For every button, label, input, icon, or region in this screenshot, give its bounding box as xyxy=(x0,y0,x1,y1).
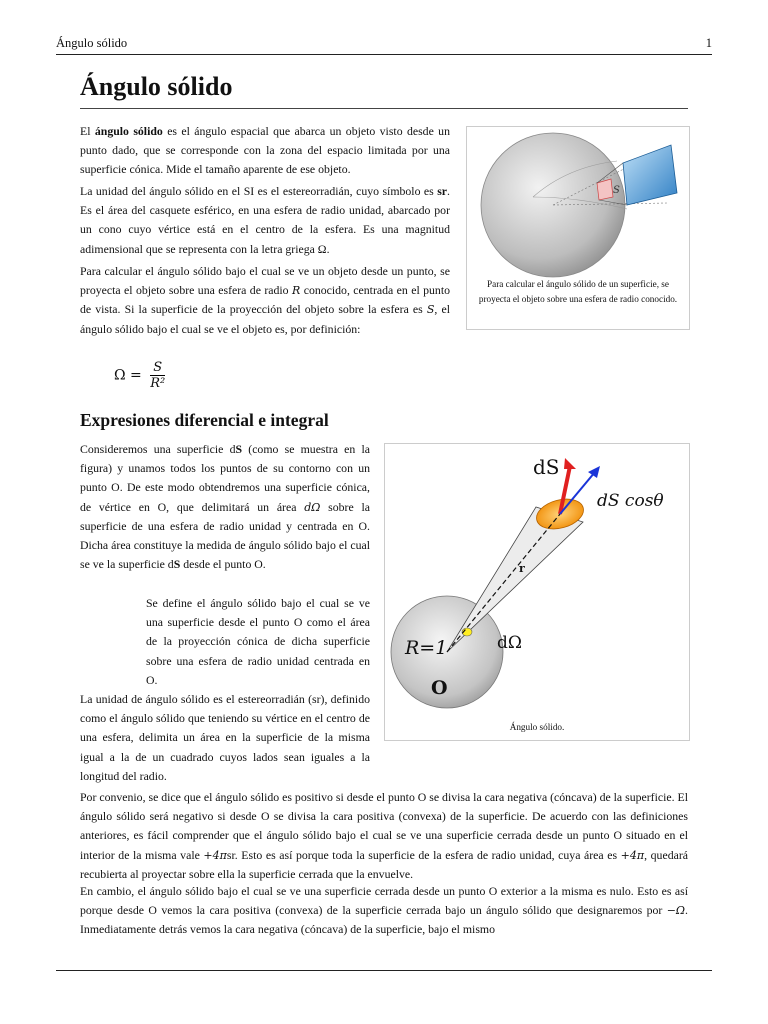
figure-1-caption: Para calcular el ángulo sólido de un superficie, se proyecta el objeto sobre una esfera de radio conocido. xyxy=(478,279,678,304)
page-title: Ángulo sólido xyxy=(80,72,233,101)
section-paragraph-2: La unidad de ángulo sólido es el estereorradián (sr), definido como el ángulo sólido que teniendo su vértice en el centro de una esfera, delimita un área en la superficie de la misma igual a la de un cuadrado cuyos lados sean iguales a la longitud del radio. xyxy=(80,692,370,783)
header-rule xyxy=(56,54,712,55)
definition-blockquote: Se define el ángulo sólido bajo el cual se ve una superficie desde el punto O como el área de la proyección cónica de dicha superficie sobre una esfera de radio unidad centrada en O. xyxy=(146,596,370,687)
origin-label: O xyxy=(431,677,448,699)
intro-paragraph-2: La unidad del ángulo sólido en el SI es el estereorradián, cuyo símbolo es sr. Es el área del casquete esférico, en una esfera de radio unidad, abarcado por un cono cuyo vértice está en el centro de la esfera. Es una magnitud adimensional que se representa con la letra griega Ω. xyxy=(80,184,450,256)
section-heading: Expresiones diferencial e integral xyxy=(80,410,329,430)
footer-rule xyxy=(56,970,712,971)
title-rule xyxy=(80,108,688,109)
intro-paragraph-3: Para calcular el ángulo sólido bajo el cual se ve un objeto desde un punto, se proyecta el objeto sobre una esfera de radio R conocido, centrada en el punto de vista. Si la superficie de la proyección del objeto sobre la esfera es S, el ángulo sólido bajo el cual se ve el objeto es, por definición: xyxy=(80,264,451,336)
ds-cos-label: dS cosθ xyxy=(597,491,664,511)
intro-paragraph-1: El ángulo sólido es el ángulo espacial que abarca un objeto visto desde un punto dado, que se corresponde con la zona del espacio limitada por una superficie cónica. Mide el tamaño aparente de ese objeto. xyxy=(80,124,450,177)
section-paragraph-1: Consideremos una superficie dS (como se muestra en la figura) y unamos todos los puntos de su contorno con un punto O. De este modo obtendremos una superficie cónica, de vértice en O, que delimitará un área dΩ sobre la superficie de una esfera de radio unidad y centrada en O. Dicha área constituye la medida de ángulo sólido bajo el cual se ve la superficie dS desde el punto O. xyxy=(80,442,370,572)
page-number: 1 xyxy=(705,36,712,50)
sphere-projection-illustration xyxy=(467,127,689,287)
figure-solid-angle-cone xyxy=(384,443,690,741)
running-header xyxy=(56,36,712,51)
solid-angle-equation: Ω = $\frac{S}{\text{R²}}$ xyxy=(114,360,166,391)
surface-label: S xyxy=(613,185,620,196)
solid-angle-cone-illustration xyxy=(385,444,689,714)
d-omega-label: dΩ xyxy=(497,633,522,653)
ds-label: dS xyxy=(533,455,560,479)
figure-2-caption: Ángulo sólido. xyxy=(509,722,565,732)
section-paragraph-4: En cambio, el ángulo sólido bajo el cual se ve una superficie cerrada desde un punto O exterior a la misma es nulo. Esto es así porque desde O vemos la cara positiva (convexa) de la superficie cerrada bajo un ángulo sólido que designaremos por −Ω. Inmediatamente detrás vemos la cara negativa (cóncava) de la superficie, bajo el mismo xyxy=(80,884,688,937)
r-equals-one-label: R=1 xyxy=(405,637,448,659)
r-label: r xyxy=(519,562,525,575)
section-paragraph-3: Por convenio, se dice que el ángulo sólido es positivo si desde el punto O se divisa la cara negativa (cóncava) de la superficie. El ángulo sólido será negativo si desde O se divisa la cara positiva (convexa) de la superficie. De acuerdo con las definiciones anteriores, es fácil comprender que el ángulo sólido bajo el cual se ve una superficie cerrada desde un punto O situado en el interior de la misma vale +4πsr. Esto es así porque toda la superficie de la esfera de radio unidad, cuya área es +4π, quedará recubierta al proyectar sobre ella la superficie cerrada que la envuelve. xyxy=(80,790,689,881)
figure-sphere-projection xyxy=(466,126,690,330)
running-title: Ángulo sólido xyxy=(56,36,128,50)
